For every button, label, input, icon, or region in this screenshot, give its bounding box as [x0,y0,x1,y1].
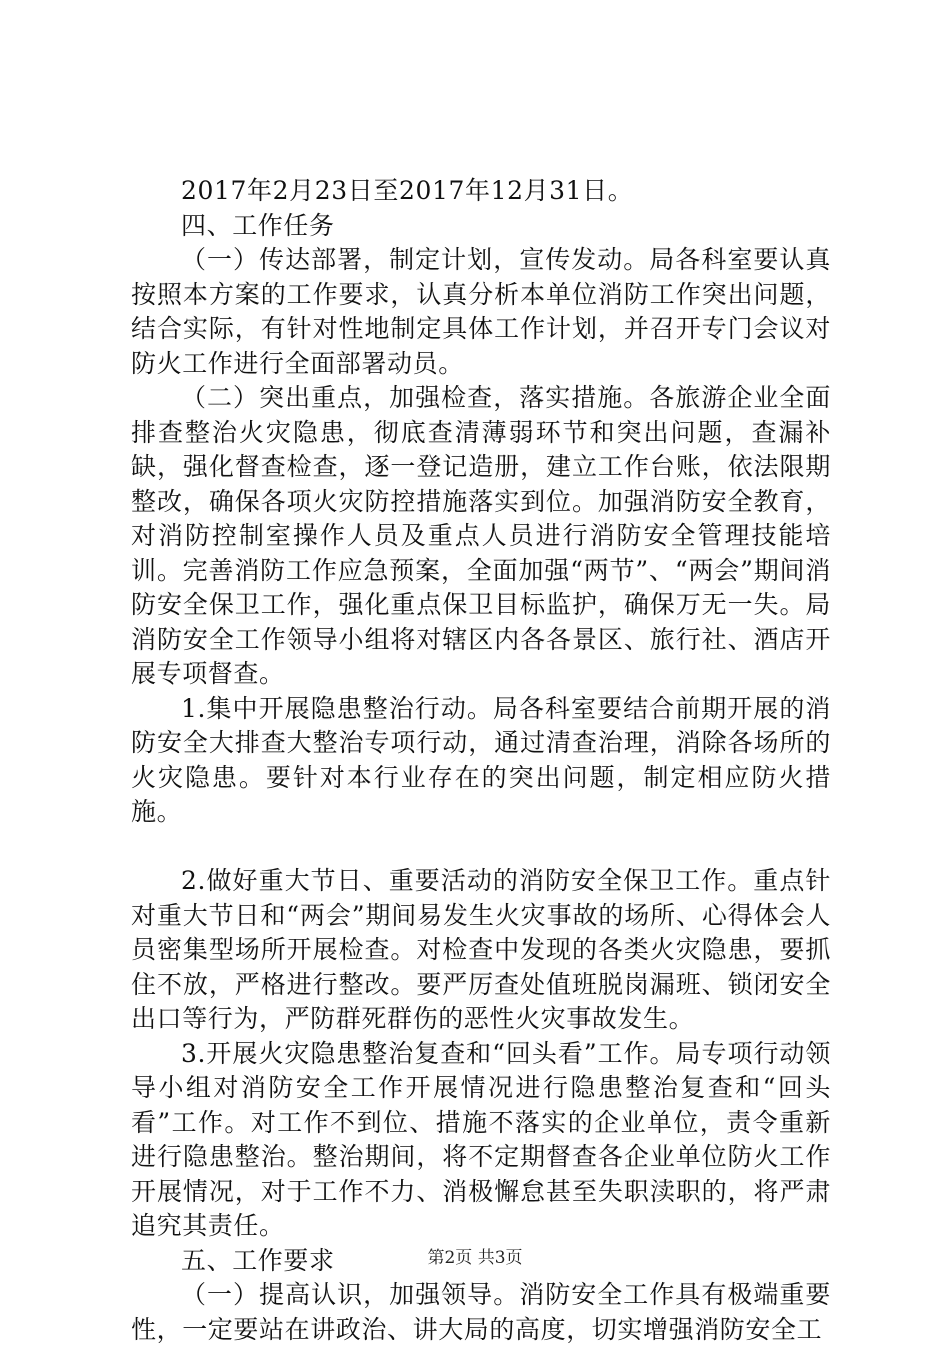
section-heading-tasks: 四、工作任务 [181,210,335,240]
paragraph-item-2: 2.做好重大节日、重要活动的消防安全保卫工作。重点针对重大节日和“两会”期间易发生火灾事故的场所、心得体会人员密集型场所开展检查。对检查中发现的各类火灾隐患，要抓住不放，严格进行整改。要严厉查处值班脱岗漏班、锁闭安全出口等行为，严防群死群伤的恶性火灾事故发生。 [131,866,831,1033]
section-heading-requirements: 五、工作要求 [181,1245,335,1275]
document-body [131,174,831,1347]
paragraph-item-1: 1.集中开展隐患整治行动。局各科室要结合前期开展的消防安全大排查大整治专项行动，通过清查治理，消除各场所的火灾隐患。要针对本行业存在的突出问题，制定相应防火措施。 [131,693,831,826]
paragraph-spacer [131,830,831,865]
date-range-line: 2017年2月23日至2017年12月31日。 [181,176,634,205]
paragraph-task-1: （一）传达部署，制定计划，宣传发动。局各科室要认真按照本方案的工作要求，认真分析本单位消防工作突出问题，结合实际，有针对性地制定具体工作计划，并召开专门会议对防火工作进行全面部署动员。 [131,245,831,378]
paragraph-requirement-1: （一）提高认识，加强领导。消防安全工作具有极端重要性，一定要站在讲政治、讲大局的高度，切实增强消防安全工 [131,1280,831,1344]
paragraph-task-2: （二）突出重点，加强检查，落实措施。各旅游企业全面排查整治火灾隐患，彻底查清薄弱环节和突出问题，查漏补缺，强化督查检查，逐一登记造册，建立工作台账，依法限期整改，确保各项火灾防控措施落实到位。加强消防安全教育，对消防控制室操作人员及重点人员进行消防安全管理技能培训。完善消防工作应急预案，全面加强“两节”、“两会”期间消防安全保卫工作，强化重点保卫目标监护，确保万无一失。局消防安全工作领导小组将对辖区内各各景区、旅行社、酒店开展专项督查。 [131,383,831,688]
paragraph-item-3: 3.开展火灾隐患整治复查和“回头看”工作。局专项行动领导小组对消防安全工作开展情况进行隐患整治复查和“回头看”工作。对工作不到位、措施不落实的企业单位，责令重新进行隐患整治。整治期间，将不定期督查各企业单位防火工作开展情况，对于工作不力、消极懈怠甚至失职渎职的，将严肃追究其责任。 [131,1038,831,1240]
page-footer: 第2页 共3页 [427,1248,523,1268]
